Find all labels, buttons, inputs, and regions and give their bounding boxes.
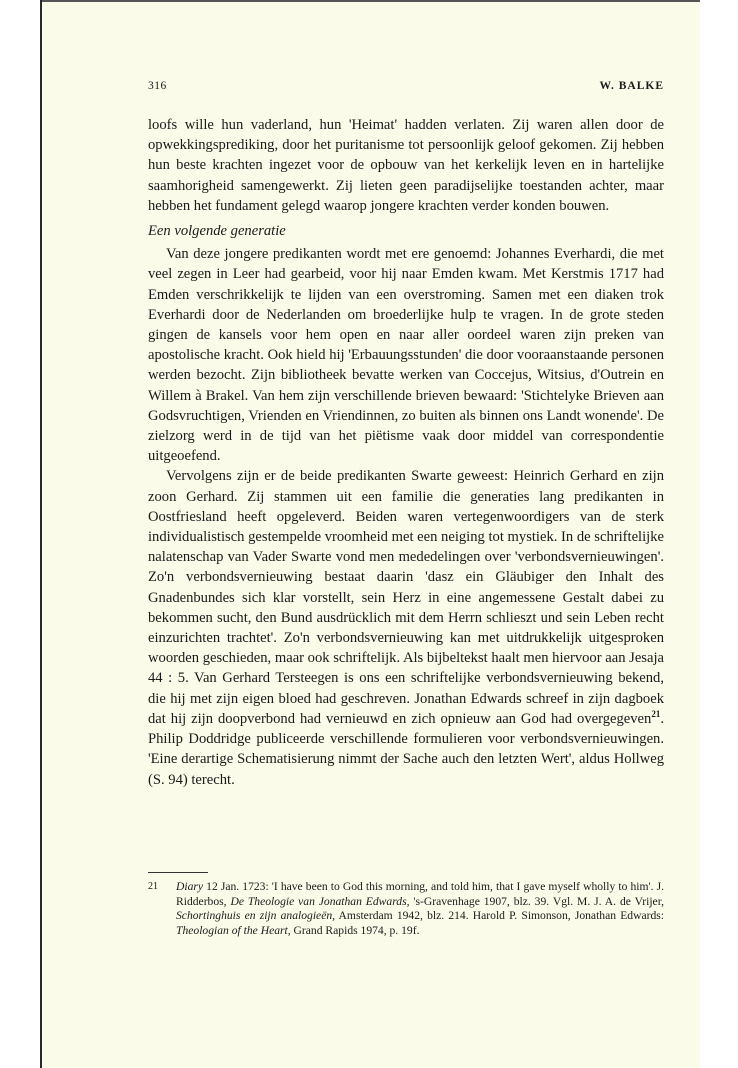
paragraph: loofs wille hun vaderland, hun 'Heimat' hadden verlaten. Zij waren allen door de opwekkingsprediking, door het puritanisme tot persoonlijk geloof gekomen. Zij hebben hun beste krachten ingezet voor de opbouw van het kerkelijk leven en in hartelijke saamhorigheid samengewerkt. Zij lieten geen paradijselijke toestanden achter, maar hebben het fundament gelegd waarop jongere krachten verder konden bouwen. <box>148 117 664 214</box>
book-page <box>40 0 700 1068</box>
footnote-italic: Diary <box>176 880 204 893</box>
paragraph-text: Vervolgens zijn er de beide predikanten Swarte geweest: Heinrich Gerhard en zijn zoon Gerhard. Zij stammen uit een familie die generaties lang predikanten in Oostfriesland heeft opgeleverd. Beiden waren vertegenwoordigers van de sterk individualistisch gestempelde vroomheid met een neiging tot mystiek. In de schriftelijke nalatenschap van Vader Swarte vond men mededelingen over 'verbondsvernieuwingen'. Zo'n verbondsvernieuwing bestaat daarin 'dasz ein Gläubiger den Inhalt des Gnadenbundes sich klar vorstellt, sein Herz in eine angemessene Gestalt dabei zu bekommen sucht, den Bund ausdrücklich mit dem Herrn schlieszt und sein Leben recht einzurichten trachtet'. Zo'n verbondsvernieuwing kan met uitdrukkelijk uitgesproken woorden geschieden, maar ook schriftelijk. Als bijbeltekst haalt men hiervoor aan Jesaja 44 : 5. Van Gerhard Tersteegen is ons een schriftelijke verbondsvernieuwing bekend, die hij met zijn eigen bloed had geschreven. Jonathan Edwards schreef in zijn dagboek dat hij zijn doopverbond had vernieuwd en zich opnieuw aan God had overgegeven <box>148 468 664 727</box>
page-number: 316 <box>148 80 167 92</box>
footnote-span: 's-Gravenhage 1907, blz. 39. Vgl. M. J. A. de Vrijer, <box>409 894 664 908</box>
footnote-italic: Schortinghuis en zijn analogieën, <box>176 909 336 923</box>
footnote-divider <box>148 872 208 873</box>
footnote-span: 12 Jan. 1723: 'I have been to God this morning, and told him, that I gave myself wholly to him'. J. Ridderbos, <box>176 880 664 908</box>
footnote <box>148 880 664 938</box>
footnote-text <box>176 880 664 938</box>
paragraph <box>148 466 664 789</box>
running-title: W. BALKE <box>599 80 664 92</box>
paragraph-text: . Philip Doddridge publiceerde verschillende formulieren voor verbondsvernieuwingen. 'Eine derartige Schematisierung nimmt der Sache auch den letzten Wert', aldus Hollweg (S. 94) terecht. <box>148 710 664 788</box>
section-heading: Een volgende generatie <box>148 223 286 240</box>
footnote-italic: De Theologie van Jonathan Edwards, <box>230 894 410 908</box>
body-text <box>148 115 664 790</box>
page-top-edge <box>42 0 700 2</box>
footnote-italic: Theologian of the Heart, <box>176 923 291 937</box>
paragraph: Van deze jongere predikanten wordt met ere genoemd: Johannes Everhardi, die met veel zegen in Leer had gearbeid, voor hij naar Emden kwam. Met Kerstmis 1717 had Emden verschrikkelijk te lijden van een overstroming. Samen met een diaken trok Everhardi door de Nederlanden om broederlijke hulp te vragen. In de grote steden gingen de kansels voor hem open en naar aller oordeel waren zijn preken van apostolische kracht. Ook hield hij 'Erbauungsstunden' die door vooraanstaande personen werden bezocht. Zijn bibliotheek bevatte werken van Coccejus, Witsius, d'Outrein en Willem à Brakel. Van hem zijn verschillende brieven bewaard: 'Stichtelyke Brieven aan Godsvruchtigen, Vrienden en Vriendinnen, zo buiten als binnen ons Landt wonende'. De zielzorg werd in de tijd van het piëtisme vaak door middel van correspondentie uitgeoefend. <box>148 246 664 465</box>
footnote-number: 21 <box>148 881 158 892</box>
running-header <box>148 80 664 96</box>
footnote-reference[interactable]: 21 <box>651 709 661 720</box>
footnote-span: Amsterdam 1942, blz. 214. Harold P. Simonson, Jonathan Edwards: <box>335 909 664 923</box>
footnote-span: Grand Rapids 1974, p. 19f. <box>290 923 420 937</box>
